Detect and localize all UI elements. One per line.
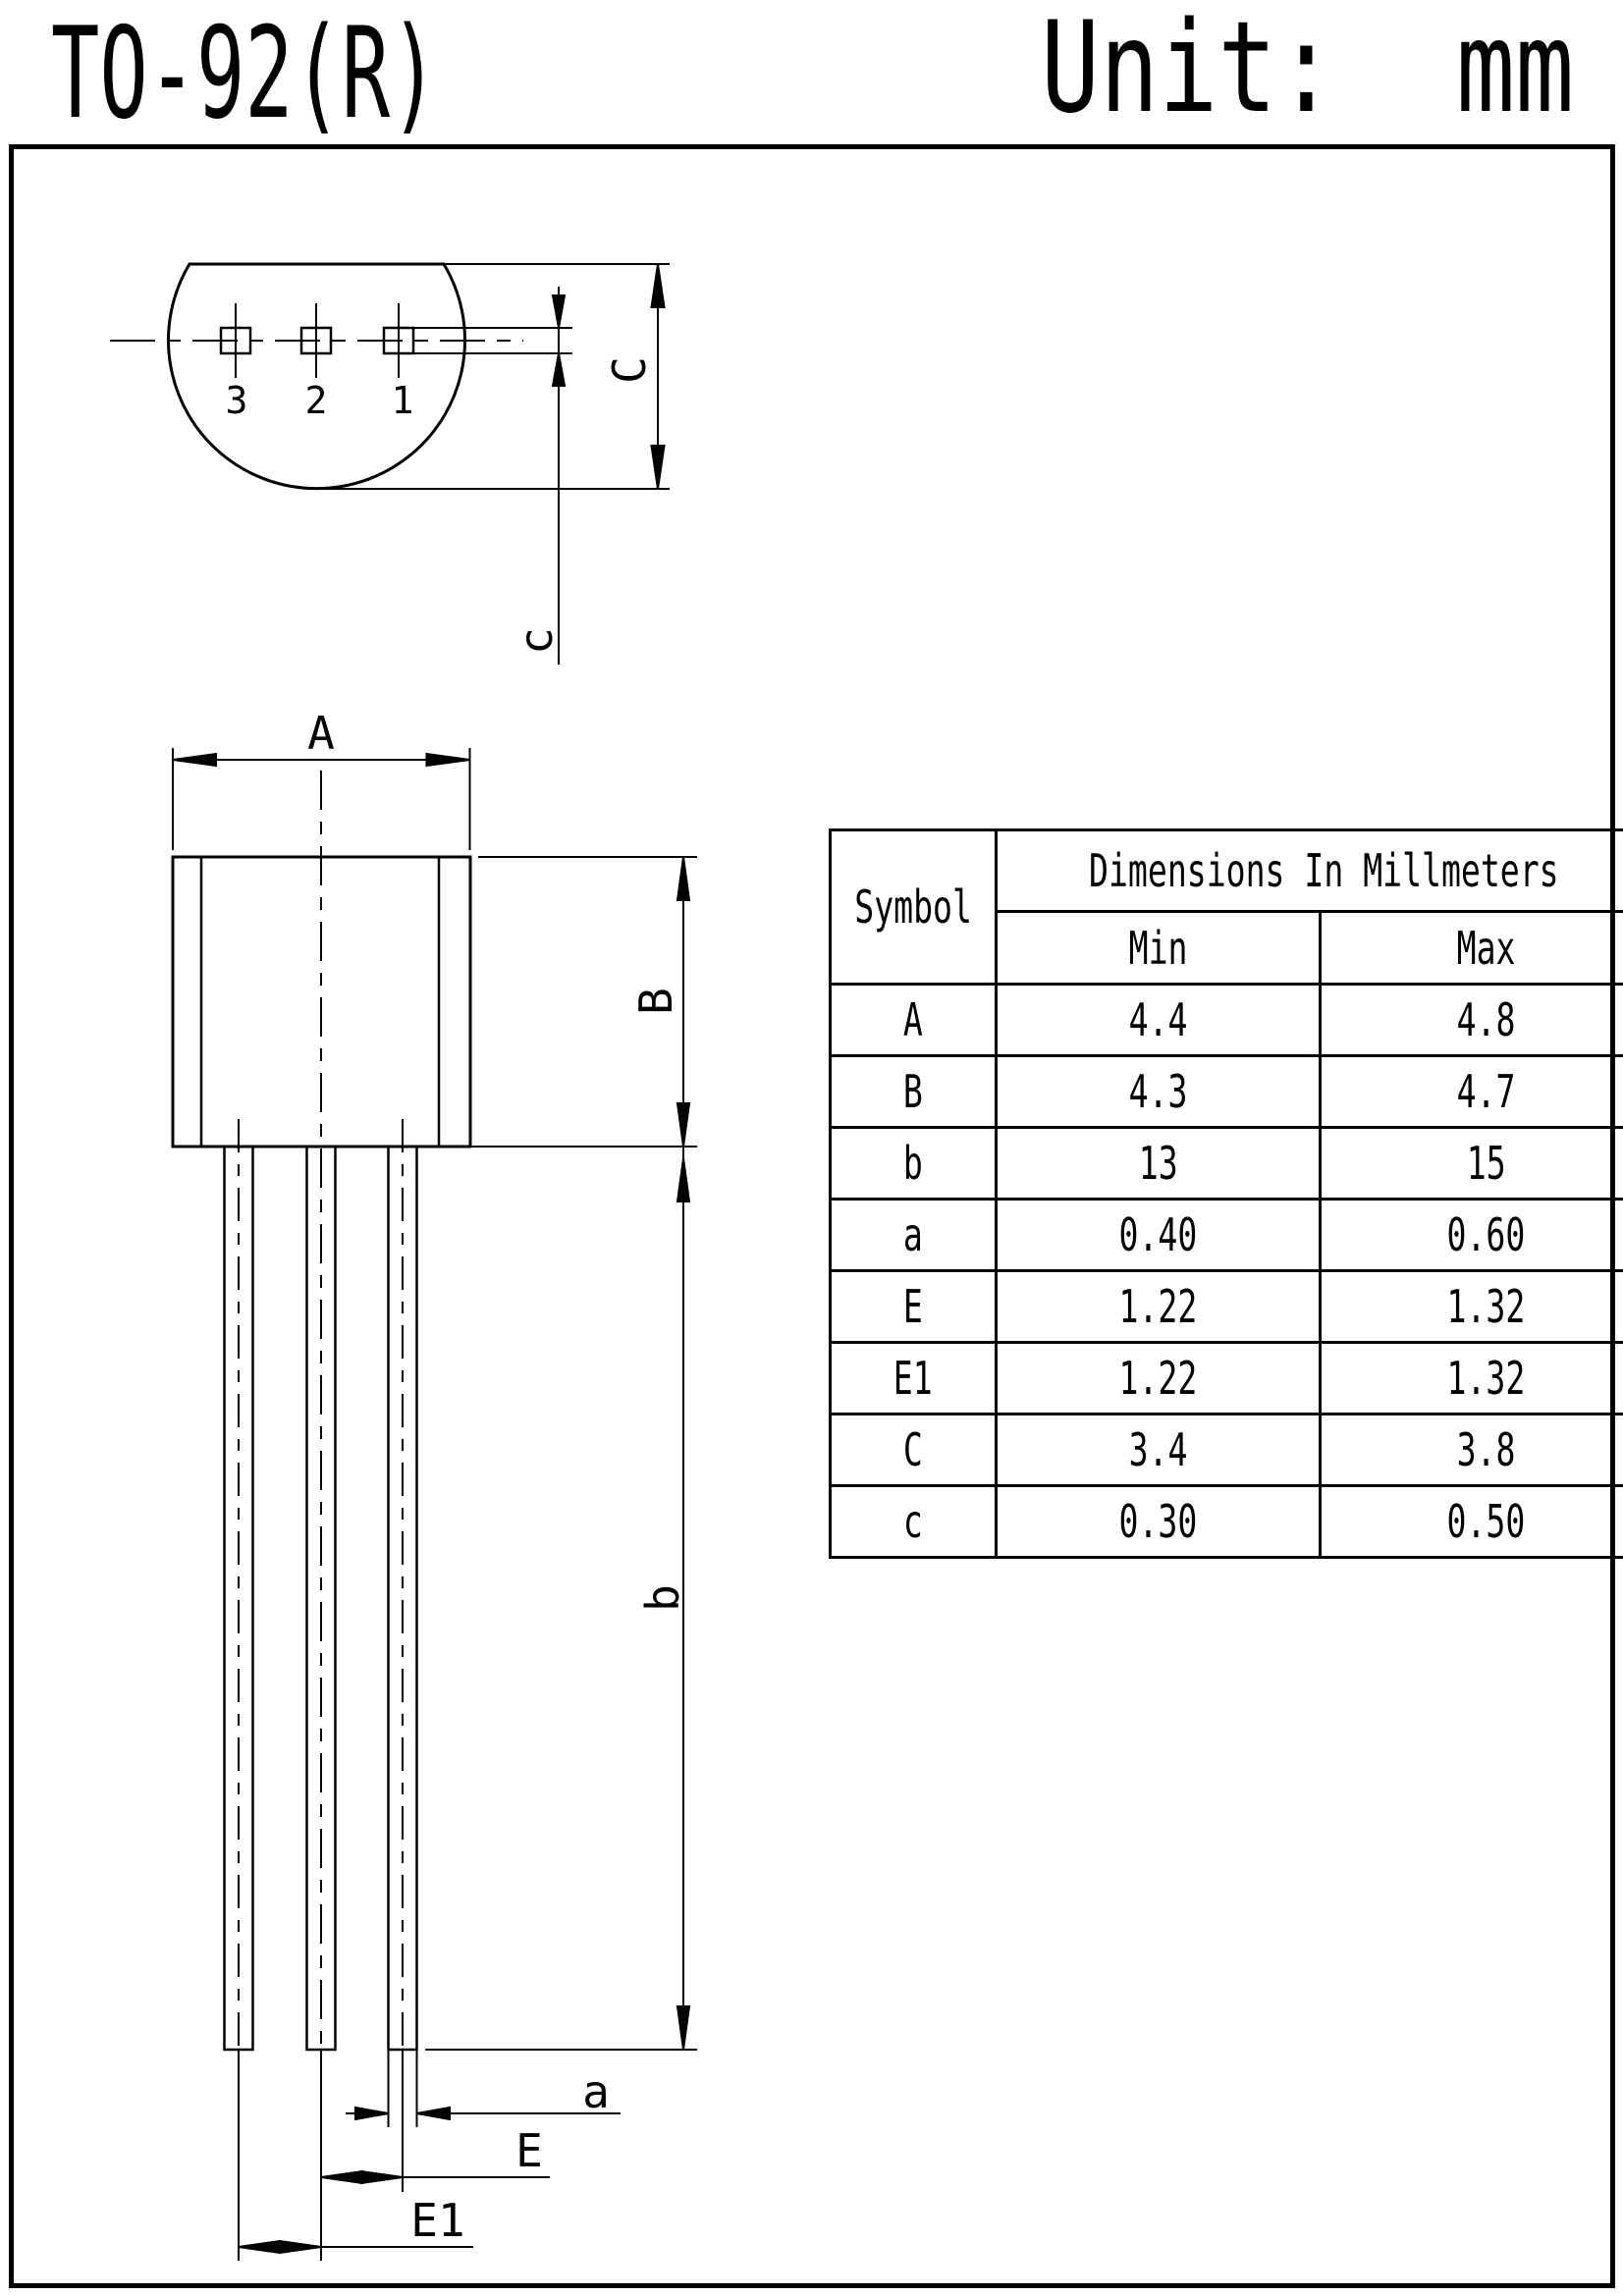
- unit-note: Unit: mm: [1041, 0, 1575, 141]
- arrowhead-icon: [652, 264, 665, 307]
- table-row: [831, 985, 1623, 1056]
- cell-text: E: [903, 1280, 924, 1333]
- cell-text: 0.40: [1118, 1208, 1198, 1261]
- arrowhead-icon: [280, 2241, 321, 2253]
- cell-min: [997, 1415, 1320, 1486]
- cell-text: B: [903, 1065, 924, 1118]
- cell-symbol: [831, 1200, 997, 1271]
- pin-label-2: 2: [304, 379, 328, 422]
- cell-text: 13: [1138, 1137, 1178, 1190]
- cell-symbol: [831, 1271, 997, 1343]
- front-view: [173, 748, 697, 2261]
- dim-label-c: c: [510, 627, 563, 655]
- dim-label-B: B: [629, 988, 682, 1015]
- arrowhead-icon: [239, 2241, 280, 2253]
- cell-text: 4.4: [1128, 993, 1188, 1046]
- dim-c: [413, 287, 572, 665]
- cell-min: [997, 1056, 1320, 1128]
- cell-text: C: [903, 1423, 924, 1476]
- table-row: [831, 1343, 1623, 1415]
- cell-text: 4.7: [1456, 1065, 1516, 1118]
- cell-max: [1320, 1343, 1623, 1415]
- dim-a: [346, 2108, 621, 2119]
- cell-text: 4.3: [1128, 1065, 1188, 1118]
- cell-text: b: [903, 1137, 924, 1190]
- arrowhead-icon: [361, 2171, 403, 2183]
- dim-label-C: C: [603, 356, 656, 384]
- cell-symbol: [831, 1056, 997, 1128]
- cell-text: a: [903, 1208, 924, 1261]
- cell-max: [1320, 1128, 1623, 1200]
- cell-symbol: [831, 1415, 997, 1486]
- table-header-symbol-text: Symbol: [854, 881, 972, 934]
- table-header-min-text: Min: [1128, 921, 1188, 975]
- table-header-max: [1320, 912, 1623, 985]
- table-row: [831, 1486, 1623, 1558]
- table-row: [831, 1271, 1623, 1343]
- cell-text: 0.50: [1446, 1495, 1526, 1548]
- table-row: [831, 1056, 1623, 1128]
- cell-min: [997, 1271, 1320, 1343]
- cell-min: [997, 985, 1320, 1056]
- dim-label-a: a: [582, 2065, 610, 2118]
- cell-text: 1.32: [1446, 1352, 1526, 1405]
- arrowhead-icon: [417, 2108, 451, 2119]
- cell-symbol: [831, 1343, 997, 1415]
- arrowhead-icon: [427, 754, 470, 766]
- table-header-min: [997, 912, 1320, 985]
- cell-min: [997, 1128, 1320, 1200]
- arrowhead-icon: [355, 2108, 389, 2119]
- page-title: TO-92(R): [51, 1, 439, 147]
- pin-label-1: 1: [391, 379, 414, 422]
- cell-min: [997, 1486, 1320, 1558]
- top-view: [110, 264, 670, 665]
- cell-text: 15: [1466, 1137, 1506, 1190]
- cell-min: [997, 1343, 1320, 1415]
- cell-symbol: [831, 1128, 997, 1200]
- cell-symbol: [831, 985, 997, 1056]
- cell-symbol: [831, 1486, 997, 1558]
- arrowhead-icon: [677, 857, 689, 900]
- table-row: [831, 1415, 1623, 1486]
- cell-text: 0.60: [1446, 1208, 1526, 1261]
- arrowhead-icon: [321, 2171, 362, 2183]
- cell-text: 3.8: [1456, 1423, 1516, 1476]
- arrowhead-icon: [173, 754, 216, 766]
- cell-text: 1.22: [1118, 1280, 1198, 1333]
- cell-text: A: [903, 993, 924, 1046]
- arrowhead-icon: [677, 1158, 689, 1201]
- arrowhead-icon: [677, 2006, 689, 2050]
- table-header-dimensions: [997, 830, 1623, 912]
- cell-max: [1320, 1056, 1623, 1128]
- cell-text: c: [903, 1495, 924, 1548]
- cell-text: 4.8: [1456, 993, 1516, 1046]
- arrowhead-icon: [677, 1103, 689, 1147]
- cell-text: 3.4: [1128, 1423, 1188, 1476]
- pin-label-3: 3: [225, 379, 248, 422]
- cell-max: [1320, 1200, 1623, 1271]
- dim-label-A: A: [307, 707, 335, 760]
- dim-label-E: E: [515, 2124, 543, 2177]
- cell-max: [1320, 1486, 1623, 1558]
- cell-text: 0.30: [1118, 1495, 1198, 1548]
- arrowhead-icon: [652, 446, 665, 489]
- cell-max: [1320, 1415, 1623, 1486]
- cell-text: 1.22: [1118, 1352, 1198, 1405]
- cell-text: E1: [893, 1352, 934, 1405]
- arrowhead-icon: [553, 353, 565, 386]
- dim-label-b: b: [636, 1584, 689, 1612]
- cell-max: [1320, 985, 1623, 1056]
- table-header-max-text: Max: [1456, 921, 1516, 975]
- cell-max: [1320, 1271, 1623, 1343]
- table-row: [831, 1128, 1623, 1200]
- arrowhead-icon: [553, 295, 565, 328]
- table-header-dimensions-text: Dimensions In Millmeters: [1089, 844, 1559, 897]
- table-header-symbol: [831, 830, 997, 985]
- table-row: [831, 1200, 1623, 1271]
- dim-label-E1: E1: [410, 2194, 465, 2247]
- cell-text: 1.32: [1446, 1280, 1526, 1333]
- cell-min: [997, 1200, 1320, 1271]
- dimensions-table: [829, 828, 1623, 1559]
